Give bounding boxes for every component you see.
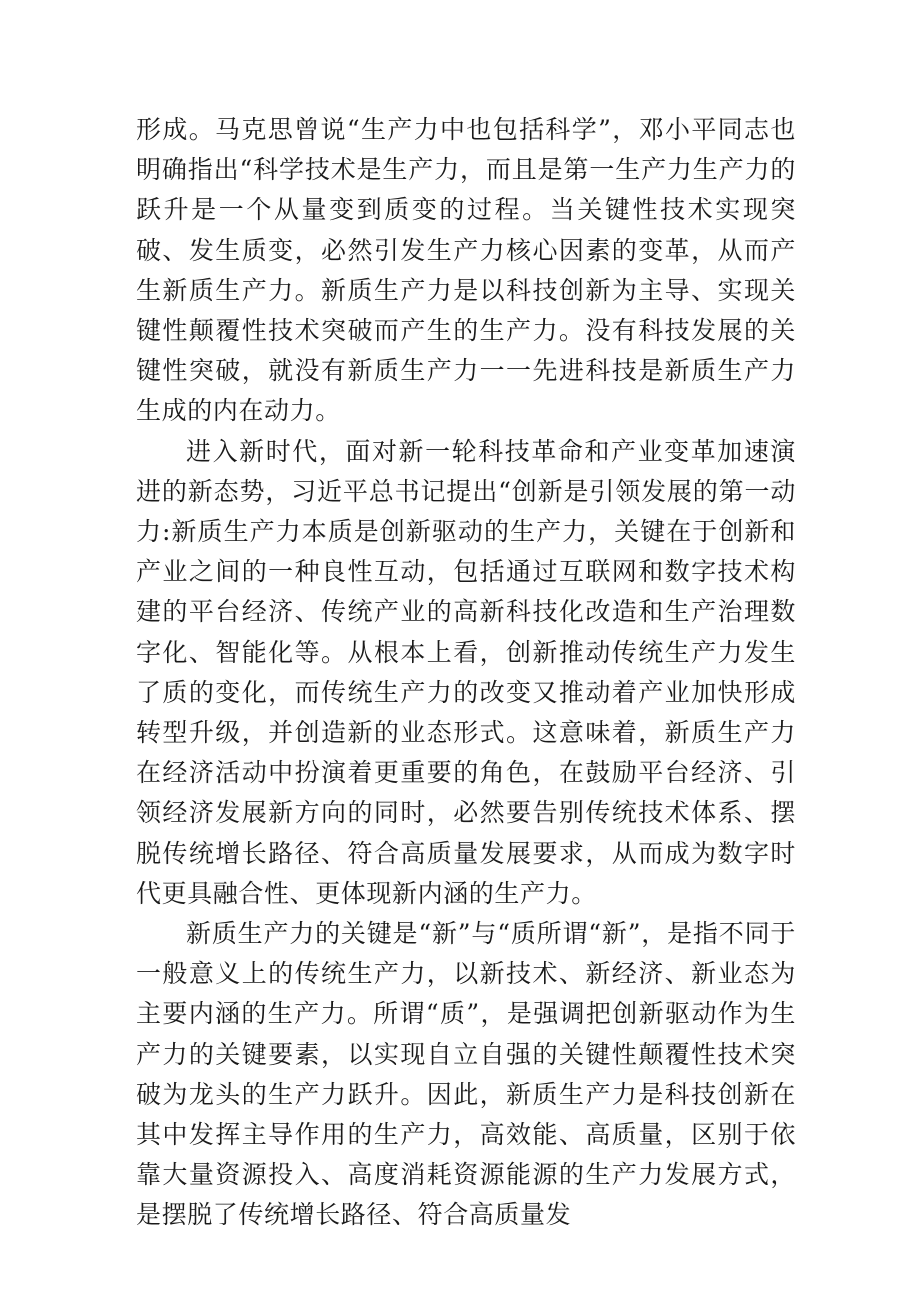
document-body bbox=[136, 110, 796, 1236]
paragraph-1: 形成。马克思曾说“生产力中也包括科学”，邓小平同志也明确指出“科学技术是生产力，而且是第一生产力生产力的跃升是一个从量变到质变的过程。当关键性技术实现突破、发生质变，必然引发生产力核心因素的变革，从而产生新质生产力。新质生产力是以科技创新为主导、实现关键性颠覆性技术突破而产生的生产力。没有科技发展的关键性突破，就没有新质生产力一一先进科技是新质生产力生成的内在动力。 bbox=[136, 115, 796, 426]
paragraph-2: 进入新时代，面对新一轮科技革命和产业变革加速演进的新态势，习近平总书记提出“创新是引领发展的第一动力:新质生产力本质是创新驱动的生产力，关键在于创新和产业之间的一种良性互动，包括通过互联网和数字技术构建的平台经济、传统产业的高新科技化改造和生产治理数字化、智能化等。从根本上看，创新推动传统生产力发生了质的变化，而传统生产力的改变又推动着产业加快形成转型升级，并创造新的业态形式。这意味着，新质生产力在经济活动中扮演着更重要的角色，在鼓励平台经济、引领经济发展新方向的同时，必然要告别传统技术体系、摆脱传统增长路径、符合高质量发展要求，从而成为数字时代更具融合性、更体现新内涵的生产力。 bbox=[136, 436, 796, 908]
paragraph-3: 新质生产力的关键是“新”与“质所谓“新”，是指不同于一般意义上的传统生产力，以新技术、新经济、新业态为主要内涵的生产力。所谓“质”，是强调把创新驱动作为生产力的关键要素，以实现自立自强的关键性颠覆性技术突破为龙头的生产力跃升。因此，新质生产力是科技创新在其中发挥主导作用的生产力，高效能、高质量，区别于依靠大量资源投入、高度消耗资源能源的生产力发展方式，是摆脱了传统增长路径、符合高质量发 bbox=[136, 919, 796, 1230]
